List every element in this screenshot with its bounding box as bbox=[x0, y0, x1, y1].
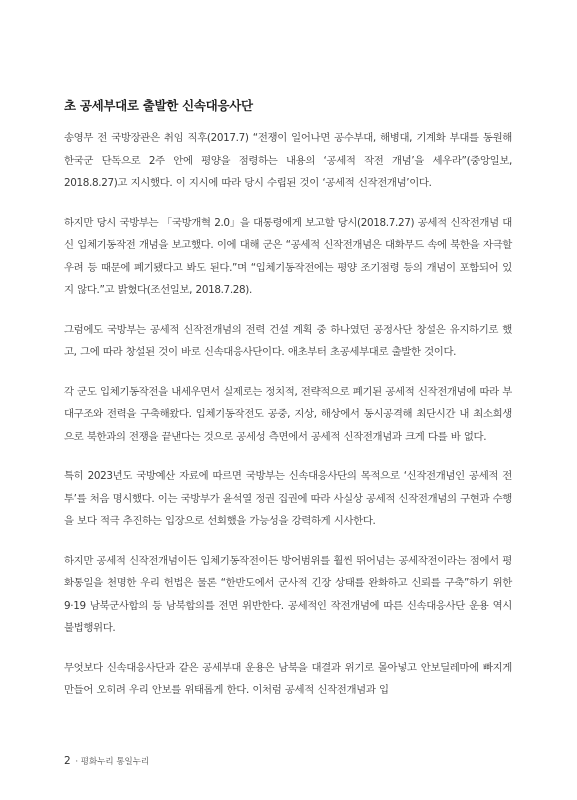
paragraph-4: 각 군도 입체기동작전을 내세우면서 실제로는 정치적, 전략적으로 폐기된 공세적 신작전개념에 따라 부대구조와 전력을 구축해왔다. 입체기동작전도 공중, 지상, 해상에서 동시공격해 최단시간 내 최소희생으로 북한과의 전쟁을 끝낸다는 것으로 공세성 측면에서 공세적 신작전개념과 크게 다를 바 없다. bbox=[64, 385, 512, 443]
page-number: 2 bbox=[64, 755, 71, 767]
paragraph-1: 송영무 전 국방장관은 취임 직후(2017.7) “전쟁이 일어나면 공수부대, 해병대, 기계화 부대를 동원해 한국군 단독으로 2주 안에 평양을 점령하는 내용의 ‘공세적 작전 개념’을 세우라”(중앙일보, 2018.8.27)고 지시했다. 이 지시에 따라 당시 수립된 것이 ‘공세적 신작전개념’이다. bbox=[64, 132, 512, 189]
page-footer bbox=[64, 755, 149, 767]
section-heading: 초 공세부대로 출발한 신속대응사단 bbox=[64, 98, 253, 113]
paragraph-3: 그럼에도 국방부는 공세적 신작전개념의 전력 건설 계획 중 하나였던 공정사단 창설은 유지하기로 했고, 그에 따라 창설된 것이 바로 신속대응사단이다. 애초부터 초공세부대로 출발한 것이다. bbox=[64, 323, 512, 358]
paragraph-7: 무엇보다 신속대응사단과 같은 공세부대 운용은 남북을 대결과 위기로 몰아넣고 안보딜레마에 빠지게 만들어 오히려 우리 안보를 위태롭게 한다. 이처럼 공세적 신작전개념과 입 bbox=[64, 661, 512, 696]
paragraph-6: 하지만 공세적 신작전개념이든 입체기동작전이든 방어범위를 훨씬 뛰어넘는 공세작전이라는 점에서 평화통일을 천명한 우리 헌법은 물론 “한반도에서 군사적 긴장 상태를 완화하고 신뢰를 구축”하기 위한 9·19 남북군사합의 등 남북합의를 전면 위반한다. 공세적인 작전개념에 따른 신속대응사단 운용 역시 불법행위다. bbox=[64, 554, 512, 634]
paragraph-5: 특히 2023년도 국방예산 자료에 따르면 국방부는 신속대응사단의 목적으로 ‘신작전개념인 공세적 전투’를 처음 명시했다. 이는 국방부가 윤석열 정권 집권에 따라 사실상 공세적 신작전개념의 구현과 수행을 보다 적극 추진하는 입장으로 선회했을 가능성을 강력하게 시사한다. bbox=[64, 470, 512, 527]
body-text bbox=[64, 127, 512, 719]
footer-separator: · bbox=[75, 757, 79, 767]
publication-name: 평화누리 통일누리 bbox=[80, 757, 150, 767]
paragraph-2: 하지만 당시 국방부는 「국방개혁 2.0」을 대통령에게 보고할 당시(2018.7.27) 공세적 신작전개념 대신 입체기동작전 개념을 보고했다. 이에 대해 군은 “공세적 신작전개념은 대화무드 속에 북한을 자극할 우려 등 때문에 폐기됐다고 봐도 된다.”며 “입체기동작전에는 평양 조기점령 등의 개념이 포함되어 있지 않다.”고 밝혔다(조선일보, 2018.7.28). bbox=[64, 216, 512, 296]
